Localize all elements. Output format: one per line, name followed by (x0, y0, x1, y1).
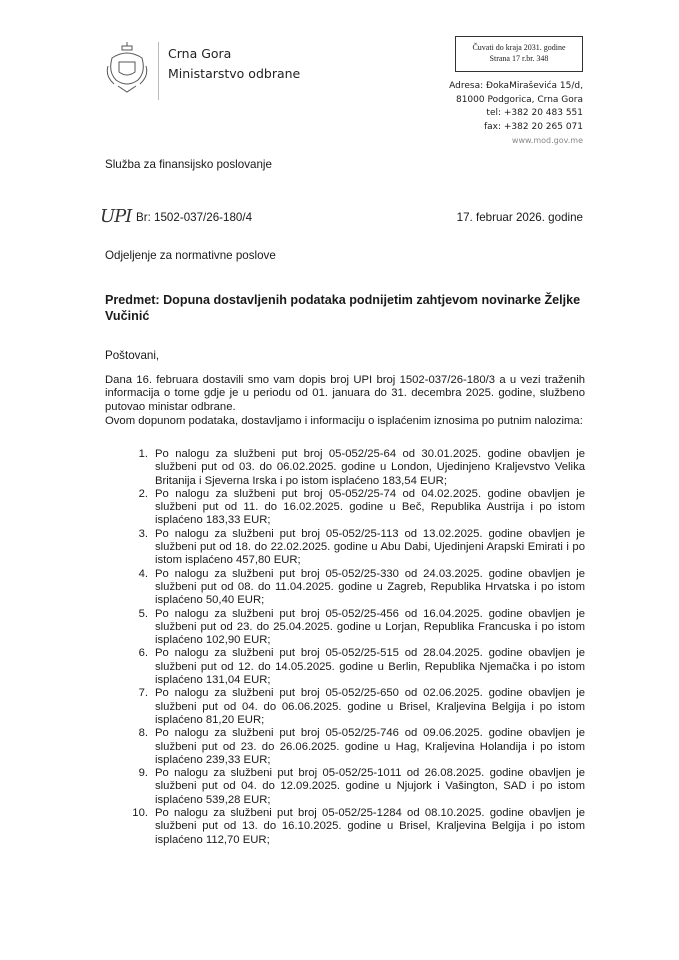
list-item (105, 807, 585, 847)
list-item-number: 10. (132, 807, 148, 820)
address-line: 81000 Podgorica, Crna Gora (455, 94, 583, 105)
list-item-text: Po nalogu za službeni put broj 05-052/25-64 od 30.01.2025. godine obavljen je službeni put od 03. do 06.02.2025. godine u London, Ujedinjeno Kraljevstvo Velika Britanija i Sjeverna Irska i po istom isplaćeno 183,54 EUR; (155, 448, 585, 487)
list-item (105, 687, 585, 727)
list-item-number: 4. (138, 567, 148, 580)
service-name: Služba za finansijsko poslovanje (105, 158, 272, 171)
list-item-number: 6. (138, 647, 148, 660)
payments-list (105, 448, 585, 847)
list-item (105, 608, 585, 648)
archive-line: Čuvati do kraja 2031. godine (472, 43, 566, 52)
list-item (105, 727, 585, 767)
fax: fax: +382 20 265 071 (483, 121, 583, 132)
list-item-text: Po nalogu za službeni put broj 05-052/25-456 od 16.04.2025. godine obavljen je službeni put od 23. do 25.04.2025. godine u Lorjan, Republika Francuska i po istom isplaćeno 102,90 EUR; (155, 607, 585, 647)
country-name: Crna Gora (168, 46, 232, 61)
list-item (105, 528, 585, 568)
list-item-text: Po nalogu za službeni put broj 05-052/25-113 od 13.02.2025. godine obavljen je službeni put od 18. do 22.02.2025. godine u Abu Dabi, Ujedinjeni Arapski Emirati i po istom isplaćeno 457,80 EUR; (155, 527, 585, 567)
address-line: Adresa: ĐokaMiraševića 15/d, (449, 81, 583, 91)
list-item (105, 767, 585, 807)
list-item-text: Po nalogu za službeni put broj 05-052/25-1284 od 08.10.2025. godine obavljen je službeni put od 13. do 16.10.2025. godine u Brisel, Kraljevina Belgija i po istom isplaćeno 112,70 EUR; (155, 807, 585, 846)
list-item (105, 568, 585, 608)
list-item-number: 8. (138, 727, 148, 740)
list-item-number: 5. (138, 607, 148, 620)
address-block (449, 80, 583, 148)
list-item (105, 488, 585, 528)
list-item (105, 647, 585, 687)
greeting: Poštovani, (105, 349, 160, 362)
list-item-number: 3. (138, 527, 148, 540)
list-item-number: 9. (138, 767, 148, 780)
list-item-text: Po nalogu za službeni put broj 05-052/25-515 od 28.04.2025. godine obavljen je službeni put od 12. do 14.05.2025. godine u Berlin, Republika Njemačka i po istom isplaćeno 131,04 EUR; (155, 647, 585, 687)
phone: tel: +382 20 483 551 (486, 108, 583, 119)
header-divider (158, 42, 159, 100)
department-name: Odjeljenje za normativne poslove (105, 249, 276, 262)
list-item (105, 448, 585, 488)
archive-line: Strana 17 r.br. 348 (489, 54, 549, 63)
ministry-name: Ministarstvo odbrane (168, 66, 301, 81)
list-item-text: Po nalogu za službeni put broj 05-052/25-1011 od 26.08.2025. godine obavljen je službeni put od 04. do 12.09.2025. godine u Njujork i Vašington, SAD i po istom isplaćeno 539,28 EUR; (155, 767, 585, 806)
list-item-number: 2. (138, 487, 148, 500)
list-item-number: 7. (138, 687, 148, 700)
list-item-text: Po nalogu za službeni put broj 05-052/25-74 od 04.02.2025. godine obavljen je službeni put od 11. do 16.02.2025. godine u Beč, Republika Austrija i po istom isplaćeno 183,33 EUR; (155, 487, 585, 527)
reference-number: Br: 1502-037/26-180/4 (136, 211, 253, 224)
website-link[interactable]: www.mod.gov.me (511, 136, 583, 146)
body-paragraph: Dana 16. februara dostavili smo vam dopis broj UPI broj 1502-037/26-180/3 a u vezi traženih informacija o tome gdje je u periodu od 01. januara do 31. decembra 2025. godine, službeno putovao ministar odbrane. (105, 374, 585, 413)
coat-of-arms-icon (104, 40, 150, 96)
document-date: 17. februar 2026. godine (456, 211, 583, 224)
list-item-text: Po nalogu za službeni put broj 05-052/25-330 od 24.03.2025. godine obavljen je službeni put od 08. do 11.04.2025. godine u Zagreb, Republika Hrvatska i po istom isplaćeno 50,40 EUR; (155, 567, 585, 607)
list-item-text: Po nalogu za službeni put broj 05-052/25-746 od 09.06.2025. godine obavljen je službeni put od 23. do 26.06.2025. godine u Hag, Kraljevina Holandija i po istom isplaćeno 239,33 EUR; (155, 727, 585, 766)
body-paragraph: Ovom dopunom podataka, dostavljamo i informaciju o isplaćenim iznosima po putnim nalozima: (105, 415, 583, 427)
list-item-number: 1. (138, 448, 148, 460)
subject-heading: Predmet: Dopuna dostavljenih podataka podnijetim zahtjevom novinarke Željke Vučinić (105, 293, 581, 323)
handwritten-prefix: UPI (100, 206, 132, 227)
archive-stamp-box (455, 36, 583, 72)
list-item-text: Po nalogu za službeni put broj 05-052/25-650 od 02.06.2025. godine obavljen je službeni put od 04. do 06.06.2025. godine u Brisel, Kraljevina Belgija i po istom isplaćeno 81,20 EUR; (155, 687, 585, 726)
